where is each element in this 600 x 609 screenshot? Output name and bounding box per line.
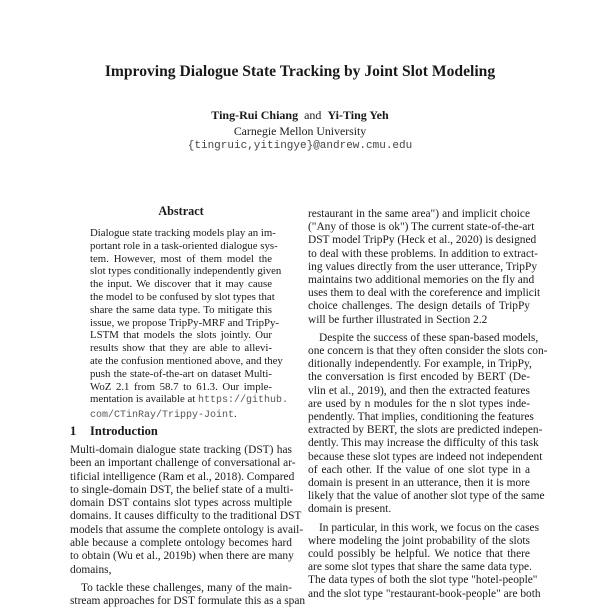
right-column-body [308, 208, 548, 601]
repo-link[interactable]: https://github. [197, 395, 288, 407]
text-line: uses them to deal with the coreference and implicit [308, 287, 541, 300]
text-line: issue, we propose TripPy-MRF and TripPy- [90, 316, 279, 329]
text-line: where modeling the joint probability of the slots [308, 534, 530, 547]
text-line: vlin et al., 2019), and then the extracted features [308, 384, 530, 397]
text-line: tem. However, most of them model the [90, 252, 272, 265]
text-line: stream approaches for DST formulate this as a span [70, 595, 306, 608]
text-line: ing values directly from the user utterance, TripPy [308, 260, 538, 273]
text-line: been an important challenge of conversational ar- [70, 457, 296, 470]
text-line: push the state-of-the-art on dataset Multi- [90, 367, 272, 380]
text-line: LSTM that models the slots jointly. Our [90, 329, 272, 342]
abstract-heading: Abstract [158, 204, 204, 218]
text-line: domains, [70, 563, 112, 576]
text-line: maintains two additional memories on the fly and [308, 274, 535, 287]
text-line: ditionally independently. For example, in TripPy, [308, 358, 532, 371]
text-line: choice challenges. The design details of TripPy [308, 300, 530, 313]
text-line: one concern is that they often consider the slots con- [308, 345, 548, 358]
author-1: Ting-Rui Chiang [211, 108, 299, 122]
text-line: and the slot type "restaurant-book-people" are both [308, 587, 541, 600]
text-line: Multi-domain dialogue state tracking (DST) has [70, 444, 292, 456]
section-title: Introduction [90, 424, 158, 438]
text-line: dently. This may increase the difficulty of this task [308, 437, 539, 450]
text-line: are used by n modules for the n slot types inde- [308, 397, 530, 410]
text-line: Despite the success of these span-based models, [319, 331, 539, 344]
text-line: Dialogue state tracking models play an im- [90, 227, 276, 239]
text-line: models that assume the complete ontology is avail- [70, 523, 304, 536]
text-line: are some slot types that share the same data type. [308, 561, 532, 574]
text-line: able because a complete ontology becomes hard [70, 537, 292, 550]
section-heading-introduction [70, 424, 292, 439]
text-line: because these slot types are indeed not independent [308, 450, 543, 463]
text-line: To tackle these challenges, many of the main- [81, 581, 292, 594]
text-line: portant role in a task-oriented dialogue sys- [90, 239, 278, 252]
abstract-line [90, 408, 272, 423]
section-number: 1 [70, 424, 77, 438]
introduction-body [70, 444, 306, 609]
text-line: tificial intelligence (Ram et al., 2018). Compared [70, 470, 295, 483]
text-line: domain DST contains slot types across multiple [70, 497, 292, 510]
text-line: likely that the value of another slot type of the same [308, 490, 545, 503]
text-line: DST model TripPy (Heck et al., 2020) is designed [308, 234, 537, 247]
text-line: will be further illustrated in Section 2.2 [308, 313, 488, 326]
paper-title: Improving Dialogue State Tracking by Joint Slot Modeling [104, 63, 496, 80]
author-2: Yi-Ting Yeh [327, 108, 389, 122]
text-line: slot types conditionally independently given [90, 265, 282, 278]
authors [0, 108, 600, 122]
text-line: The data types of both the slot type "hotel-people" [308, 574, 538, 587]
text-line: restaurant in the same area") and implicit choice [308, 208, 530, 220]
author-conjunction: and [304, 108, 322, 122]
text-line: extracted by BERT, the slots are predicted indepen- [308, 424, 543, 437]
abstract-text: . [234, 408, 237, 421]
repo-link[interactable]: com/CTinRay/Trippy-Joint [90, 410, 235, 422]
text-line: to single-domain DST, the belief state of a multi- [70, 483, 294, 496]
author-email: {tingruic,yitingye}@andrew.cmu.edu [187, 140, 413, 152]
text-line: ate the confusion mentioned above, and they [90, 354, 283, 367]
text-line: pendently. That implies, conditioning the features [308, 411, 534, 424]
text-line: to obtain (Wu et al., 2019b) when there are many [70, 550, 294, 563]
text-line: domain is present. [308, 503, 392, 516]
abstract-body [90, 227, 288, 423]
abstract-line [90, 393, 288, 408]
text-line: domains. It causes difficulty to the traditional DST [70, 510, 302, 523]
text-line: results show that they are able to allevi- [90, 342, 272, 355]
text-line: domain is present in an utterance, then it is more [308, 477, 530, 490]
text-line: WoZ 2.1 from 58.7 to 61.3. Our imple- [90, 380, 272, 393]
text-line: In particular, in this work, we focus on the cases [319, 521, 540, 534]
text-line: the model to be confused by slot types that [90, 290, 275, 303]
text-line: of each other. If the value of one slot type in a [308, 463, 530, 476]
affiliation: Carnegie Mellon University [233, 124, 367, 138]
text-line: to deal with these problems. In addition to extract- [308, 247, 538, 260]
text-line: share the same data type. To mitigate this [90, 303, 272, 316]
text-line: could possibly be helpful. We notice that there [308, 548, 530, 561]
text-line: the conversation is first encoded by BERT (De- [308, 371, 530, 384]
abstract-text: mentation is available at [90, 393, 198, 406]
text-line: ("Any of those is ok") The current state-of-the-art [308, 221, 535, 234]
text-line: the input. We discover that it may cause [90, 278, 272, 291]
